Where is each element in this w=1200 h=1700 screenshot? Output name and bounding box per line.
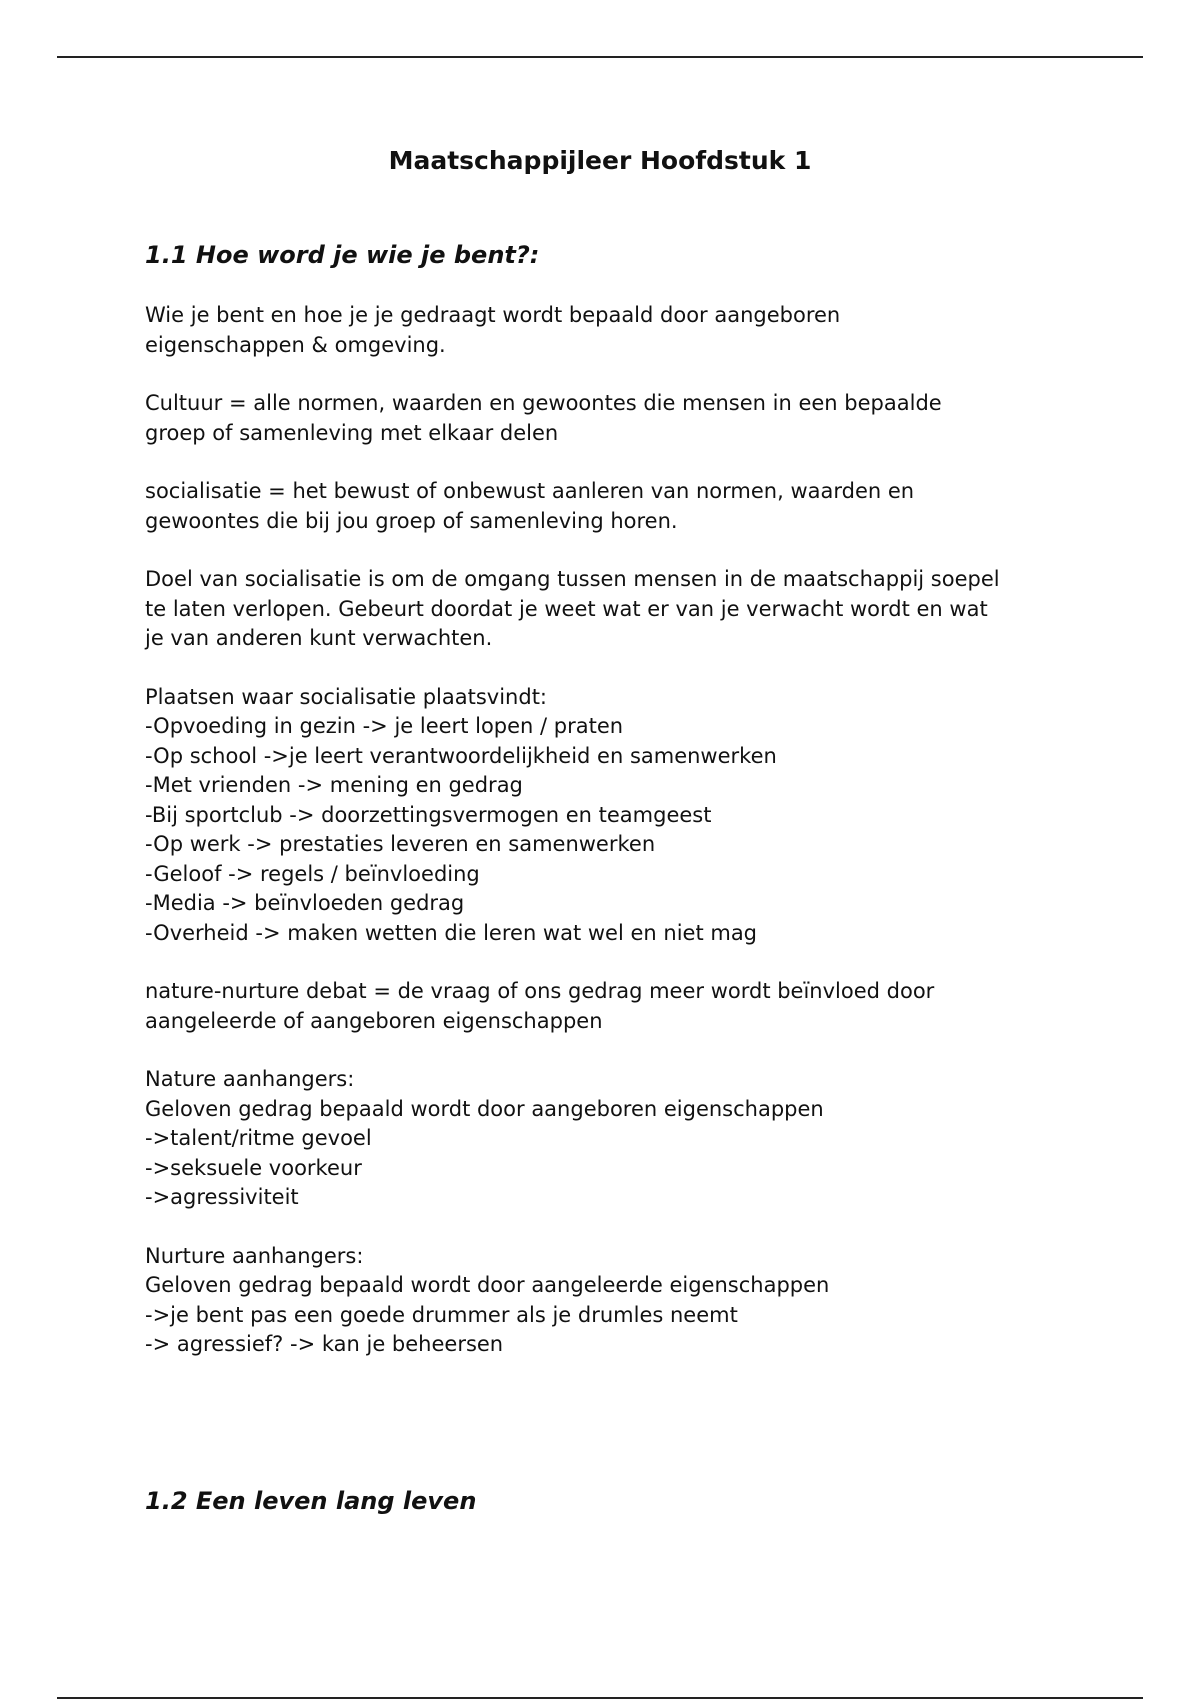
paragraph (145, 1242, 1065, 1360)
text-line: socialisatie = het bewust of onbewust aanleren van normen, waarden en (145, 479, 915, 503)
paragraph (145, 565, 1065, 654)
section-1-1-paragraphs (145, 301, 1065, 1389)
document-title: Maatschappijleer Hoofdstuk 1 (388, 146, 812, 175)
top-rule (57, 56, 1143, 58)
text-line: -Met vrienden -> mening en gedrag (145, 773, 523, 797)
text-line: Plaatsen waar socialisatie plaatsvindt: (145, 684, 548, 709)
text-line: -Op school ->je leert verantwoordelijkheid en samenwerken (145, 743, 777, 768)
paragraph (145, 477, 1065, 536)
paragraph (145, 389, 1065, 448)
text-line: ->talent/ritme gevoel (145, 1126, 372, 1150)
text-line: Geloven gedrag bepaald wordt door aangeboren eigenschappen (145, 1096, 824, 1121)
text-line: -Op werk -> prestaties leveren en samenwerken (145, 832, 656, 856)
text-line: gewoontes die bij jou groep of samenleving horen. (145, 508, 678, 533)
text-line: ->seksuele voorkeur (145, 1155, 362, 1180)
text-line: je van anderen kunt verwachten. (145, 626, 493, 650)
bottom-rule (57, 1697, 1143, 1699)
text-line: -Bij sportclub -> doorzettingsvermogen en teamgeest (145, 802, 712, 827)
text-line: Nature aanhangers: (145, 1067, 355, 1091)
text-line: Nurture aanhangers: (145, 1243, 364, 1268)
text-line: ->agressiviteit (145, 1185, 299, 1209)
text-line: Cultuur = alle normen, waarden en gewoontes die mensen in een bepaalde (145, 391, 942, 415)
text-line: te laten verlopen. Gebeurt doordat je weet wat er van je verwacht wordt en wat (145, 596, 988, 621)
section-heading-1-1: 1.1 Hoe word je wie je bent?: (145, 241, 540, 269)
text-line: nature-nurture debat = de vraag of ons gedrag meer wordt beïnvloed door (145, 979, 935, 1003)
text-line: eigenschappen & omgeving. (145, 332, 446, 357)
text-line: -Overheid -> maken wetten die leren wat wel en niet mag (145, 920, 758, 945)
section-heading-1-2: 1.2 Een leven lang leven (145, 1487, 477, 1515)
text-line: Wie je bent en hoe je je gedraagt wordt bepaald door aangeboren (145, 303, 841, 327)
text-line: Doel van socialisatie is om de omgang tussen mensen in de maatschappij soepel (145, 567, 1000, 591)
paragraph (145, 1065, 1065, 1213)
text-line: groep of samenleving met elkaar delen (145, 420, 559, 445)
text-line: -Media -> beïnvloeden gedrag (145, 891, 465, 915)
text-line: -Geloof -> regels / beïnvloeding (145, 861, 480, 886)
paragraph (145, 683, 1065, 949)
text-line: -> agressief? -> kan je beheersen (145, 1332, 504, 1356)
text-line: Geloven gedrag bepaald wordt door aangeleerde eigenschappen (145, 1273, 830, 1297)
paragraph (145, 301, 1065, 360)
text-line: ->je bent pas een goede drummer als je drumles neemt (145, 1302, 738, 1327)
text-line: aangeleerde of aangeboren eigenschappen (145, 1008, 603, 1033)
paragraph (145, 977, 1065, 1036)
text-line: -Opvoeding in gezin -> je leert lopen / praten (145, 714, 624, 738)
